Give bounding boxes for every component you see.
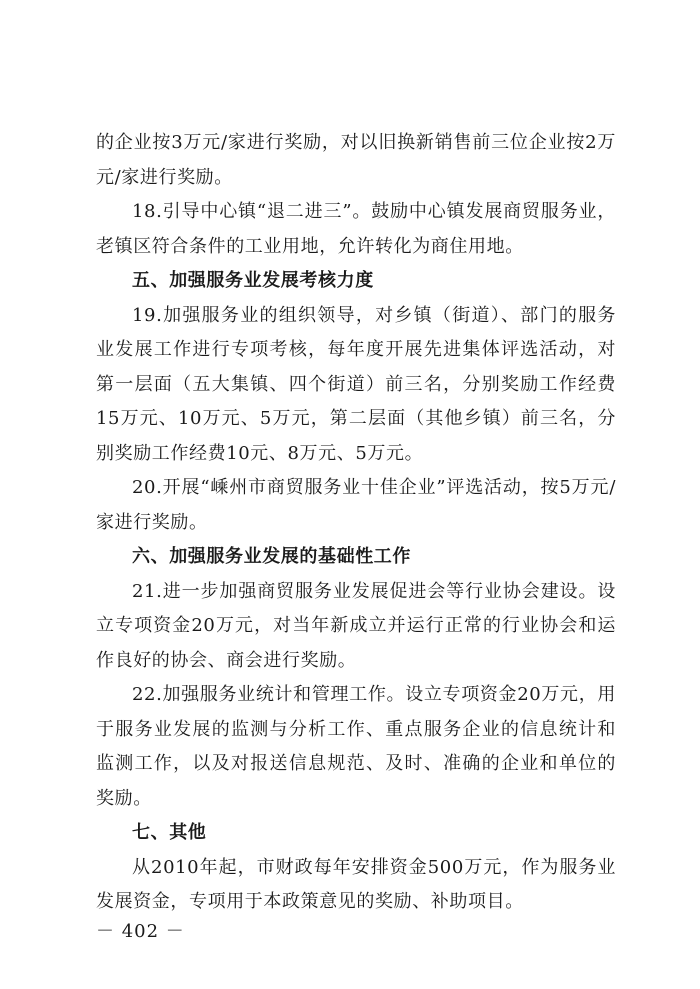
section-heading-5: 五、加强服务业发展考核力度 [132,270,374,291]
paragraph-continuation: 的企业按3万元/家进行奖励，对以旧换新销售前三位企业按2万元/家进行奖励。 [96,132,616,188]
page-number: － 402 － [96,921,185,942]
document-body [96,126,616,920]
section-heading-7: 七、其他 [132,822,207,843]
paragraph-item-22: 22.加强服务业统计和管理工作。设立专项资金20万元，用于服务业发展的监测与分析工作、重点服务企业的信息统计和监测工作，以及对报送信息规范、及时、准确的企业和单位的奖励。 [96,684,616,809]
section-heading-6: 六、加强服务业发展的基础性工作 [132,546,411,567]
paragraph-other: 从2010年起，市财政每年安排资金500万元，作为服务业发展资金，专项用于本政策意见的奖励、补助项目。 [96,856,616,912]
paragraph-item-18: 18.引导中心镇“退二进三”。鼓励中心镇发展商贸服务业，老镇区符合条件的工业用地，允许转化为商住用地。 [96,201,616,257]
paragraph-item-21: 21.进一步加强商贸服务业发展促进会等行业协会建设。设立专项资金20万元，对当年新成立并运行正常的行业协会和运作良好的协会、商会进行奖励。 [96,580,616,671]
paragraph-item-20: 20.开展“嵊州市商贸服务业十佳企业”评选活动，按5万元/家进行奖励。 [96,477,616,533]
paragraph-item-19: 19.加强服务业的组织领导，对乡镇（街道）、部门的服务业发展工作进行专项考核，每年度开展先进集体评选活动，对第一层面（五大集镇、四个街道）前三名，分别奖励工作经费15万元、10万元、5万元，第二层面（其他乡镇）前三名，分别奖励工作经费10元、8万元、5万元。 [96,304,616,464]
